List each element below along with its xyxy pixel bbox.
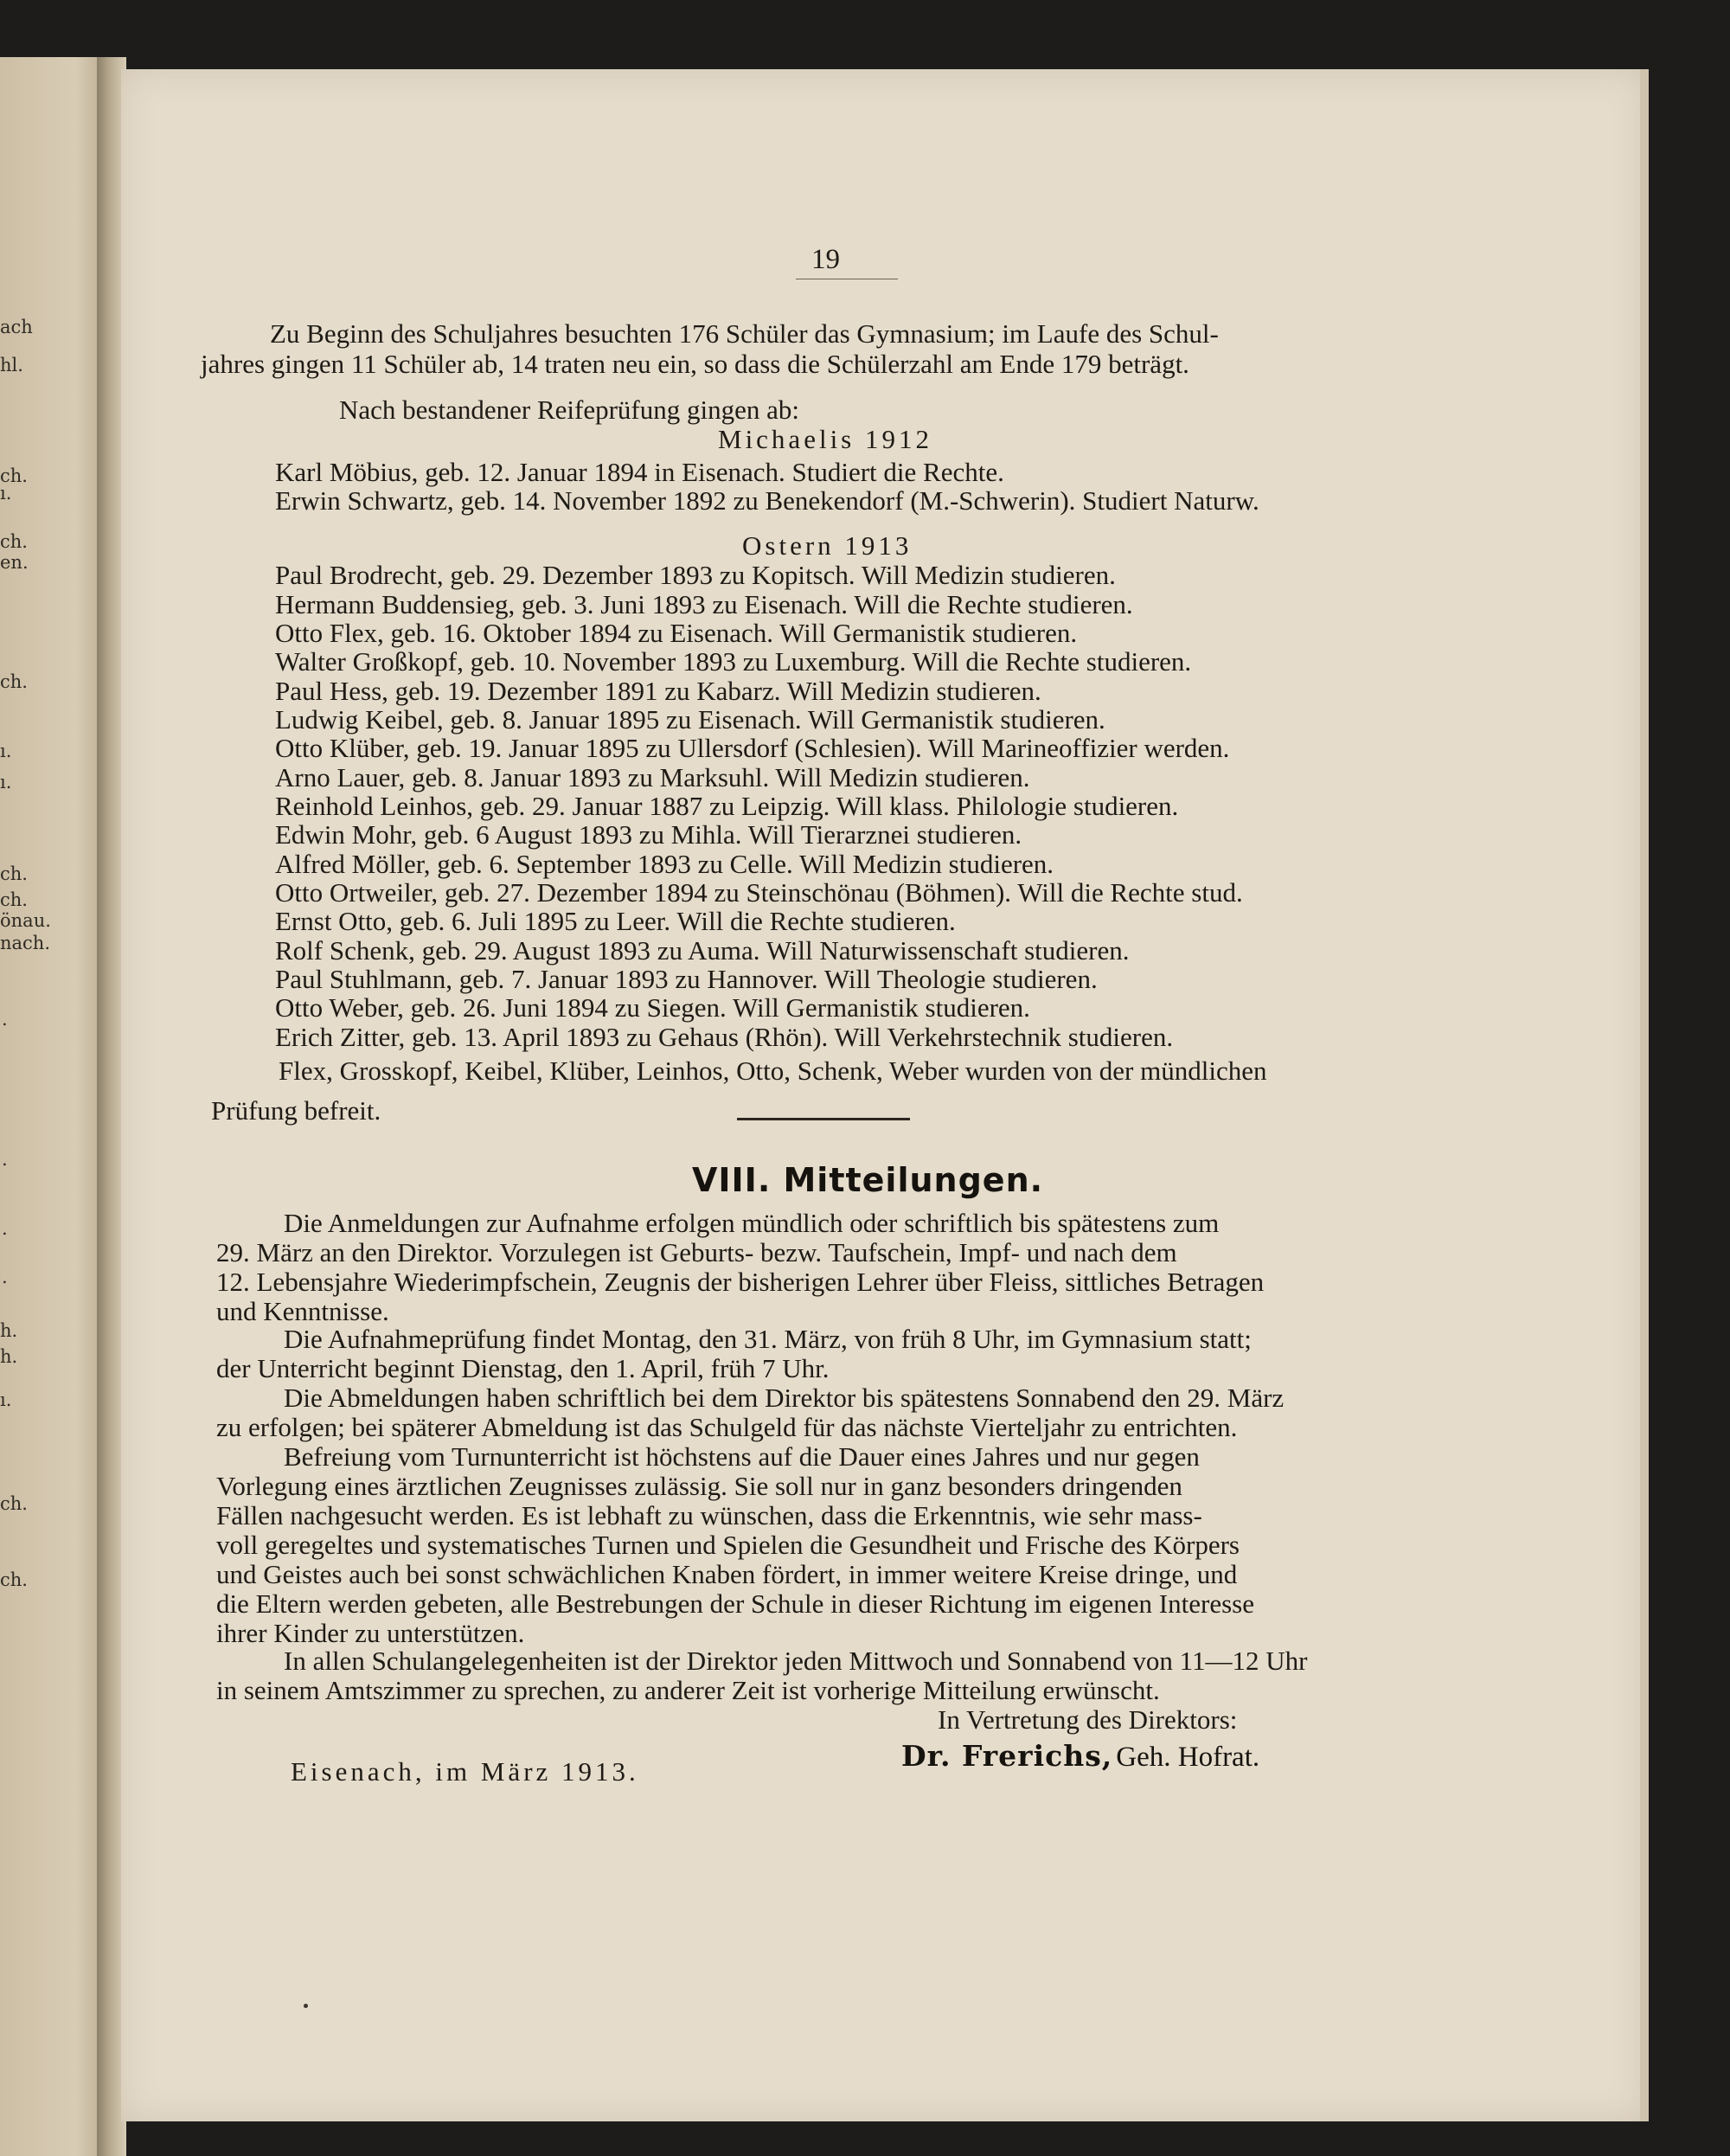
notice-line: Fällen nachgesucht werden. Es ist lebhaft zu wünschen, dass die Erkenntnis, wie sehr mass- xyxy=(216,1500,1202,1530)
margin-fragment: hl. xyxy=(0,355,23,375)
notice-line: In allen Schulangelegenheiten ist der Direktor jeden Mittwoch und Sonnabend von 11—12 Uhr xyxy=(284,1646,1308,1676)
exam-heading: Nach bestandener Reifeprüfung gingen ab: xyxy=(339,395,799,425)
signer-name: Dr. Frerichs, xyxy=(901,1739,1113,1773)
graduate-entry: Ernst Otto, geb. 6. Juli 1895 zu Leer. Will die Rechte studieren. xyxy=(275,906,956,936)
notice-line: voll geregeltes und systematisches Turnen und Spielen die Gesundheit und Frische des Körpers xyxy=(216,1530,1240,1560)
notice-line: in seinem Amtszimmer zu sprechen, zu anderer Zeit ist vorherige Mitteilung erwünscht. xyxy=(216,1675,1160,1705)
notice-line: Die Aufnahmeprüfung findet Montag, den 31. März, von früh 8 Uhr, im Gymnasium statt; xyxy=(284,1324,1252,1354)
graduate-entry: Ludwig Keibel, geb. 8. Januar 1895 zu Eisenach. Will Germanistik studieren. xyxy=(275,704,1105,735)
margin-fragment: ch. xyxy=(0,671,28,692)
page-edge xyxy=(1640,69,1649,2121)
intro-line: jahres gingen 11 Schüler ab, 14 traten neu ein, so dass die Schülerzahl am Ende 179 beträgt. xyxy=(201,349,1189,379)
margin-fragment: nach. xyxy=(0,933,51,953)
facing-page-edge xyxy=(0,57,108,2156)
notice-line: und Kenntnisse. xyxy=(216,1296,389,1326)
notice-line: 12. Lebensjahre Wiederimpfschein, Zeugnis der bisherigen Lehrer über Fleiss, sittliches Betragen xyxy=(216,1267,1265,1297)
graduate-entry: Reinhold Leinhos, geb. 29. Januar 1887 zu Leipzig. Will klass. Philologie studieren. xyxy=(275,791,1179,821)
margin-fragment: h. xyxy=(0,1320,18,1341)
graduate-entry: Walter Großkopf, geb. 10. November 1893 zu Luxemburg. Will die Rechte studieren. xyxy=(275,646,1192,677)
notice-line: Vorlegung eines ärztlichen Zeugnisses zulässig. Sie soll nur in ganz besonders dringenden xyxy=(216,1471,1182,1501)
exemption-line: Flex, Grosskopf, Keibel, Klüber, Leinhos, Otto, Schenk, Weber wurden von der mündlichen xyxy=(279,1056,1267,1086)
paper-speck xyxy=(304,2004,308,2008)
margin-fragment: ch. xyxy=(0,465,28,486)
margin-fragment: ch. xyxy=(0,1569,28,1590)
graduate-entry: Edwin Mohr, geb. 6 August 1893 zu Mihla. Will Tierarznei studieren. xyxy=(275,819,1022,850)
graduate-entry: Otto Klüber, geb. 19. Januar 1895 zu Ullersdorf (Schlesien). Will Marineoffizier werden. xyxy=(275,733,1230,763)
graduate-entry: Rolf Schenk, geb. 29. August 1893 zu Auma. Will Naturwissenschaft studieren. xyxy=(275,935,1130,966)
graduate-entry: Paul Brodrecht, geb. 29. Dezember 1893 zu Kopitsch. Will Medizin studieren. xyxy=(275,560,1116,590)
graduate-entry: Alfred Möller, geb. 6. September 1893 zu Celle. Will Medizin studieren. xyxy=(275,849,1054,879)
margin-fragment: ı. xyxy=(0,483,12,504)
graduate-entry: Otto Ortweiler, geb. 27. Dezember 1894 zu Steinschönau (Böhmen). Will die Rechte stud. xyxy=(275,877,1243,908)
margin-fragment: ch. xyxy=(0,531,28,552)
graduate-entry: Otto Flex, geb. 16. Oktober 1894 zu Eisenach. Will Germanistik studieren. xyxy=(275,618,1078,648)
margin-fragment: ach xyxy=(0,317,33,337)
graduate-entry: Otto Weber, geb. 26. Juni 1894 zu Siegen. Will Germanistik studieren. xyxy=(275,992,1030,1023)
signature-line: In Vertretung des Direktors: xyxy=(938,1704,1238,1735)
margin-fragment: . xyxy=(2,1218,8,1239)
notice-line: Die Anmeldungen zur Aufnahme erfolgen mündlich oder schriftlich bis spätestens zum xyxy=(284,1208,1220,1238)
notice-line: der Unterricht beginnt Dienstag, den 1. April, früh 7 Uhr. xyxy=(216,1353,830,1383)
exemption-line: Prüfung befreit. xyxy=(211,1095,381,1126)
place-date: Eisenach, im März 1913. xyxy=(291,1756,639,1787)
notice-line: 29. März an den Direktor. Vorzulegen ist Geburts- bezw. Taufschein, Impf- und nach dem xyxy=(216,1237,1177,1267)
margin-fragment: ı. xyxy=(0,1389,12,1410)
michaelis-heading: Michaelis 1912 xyxy=(718,424,932,454)
notice-line: die Eltern werden gebeten, alle Bestrebungen der Schule in dieser Richtung im eigenen Interesse xyxy=(216,1588,1254,1619)
signer xyxy=(901,1739,1259,1774)
margin-fragment: ch. xyxy=(0,863,28,884)
notice-line: zu erfolgen; bei späterer Abmeldung ist das Schulgeld für das nächste Vierteljahr zu entrichten. xyxy=(216,1412,1238,1442)
graduate-entry: Hermann Buddensieg, geb. 3. Juni 1893 zu Eisenach. Will die Rechte studieren. xyxy=(275,589,1133,619)
intro-line: Zu Beginn des Schuljahres besuchten 176 Schüler das Gymnasium; im Laufe des Schul- xyxy=(270,318,1219,349)
section-divider xyxy=(737,1118,910,1120)
margin-fragment: ı. xyxy=(0,772,12,792)
margin-fragment: . xyxy=(2,1009,8,1030)
graduate-entry: Paul Stuhlmann, geb. 7. Januar 1893 zu Hannover. Will Theologie studieren. xyxy=(275,964,1098,994)
graduate-entry: Karl Möbius, geb. 12. Januar 1894 in Eisenach. Studiert die Rechte. xyxy=(275,457,1004,487)
graduate-entry: Arno Lauer, geb. 8. Januar 1893 zu Marksuhl. Will Medizin studieren. xyxy=(275,762,1030,792)
section-heading: VIII. Mitteilungen. xyxy=(692,1161,1044,1199)
graduate-entry: Erwin Schwartz, geb. 14. November 1892 zu Benekendorf (M.-Schwerin). Studiert Naturw. xyxy=(275,485,1259,516)
graduate-entry: Paul Hess, geb. 19. Dezember 1891 zu Kabarz. Will Medizin studieren. xyxy=(275,676,1041,706)
margin-fragment: ch. xyxy=(0,889,28,910)
signer-title: Geh. Hofrat. xyxy=(1116,1742,1260,1773)
graduate-entry: Erich Zitter, geb. 13. April 1893 zu Gehaus (Rhön). Will Verkehrstechnik studieren. xyxy=(275,1022,1174,1052)
margin-fragment: h. xyxy=(0,1346,18,1367)
notice-line: und Geistes auch bei sonst schwächlichen Knaben fördert, in immer weitere Kreise dringe, und xyxy=(216,1559,1238,1589)
margin-fragment: en. xyxy=(0,552,29,573)
margin-fragment: ı. xyxy=(0,741,12,761)
page-number: 19 xyxy=(811,244,840,275)
notice-line: Die Abmeldungen haben schriftlich bei dem Direktor bis spätestens Sonnabend den 29. März xyxy=(284,1383,1285,1413)
margin-fragment: . xyxy=(2,1267,8,1287)
margin-fragment: . xyxy=(2,1149,8,1170)
margin-fragment: önau. xyxy=(0,910,51,931)
margin-fragment: ch. xyxy=(0,1493,28,1514)
ostern-heading: Ostern 1913 xyxy=(742,530,913,561)
notice-line: ihrer Kinder zu unterstützen. xyxy=(216,1618,525,1648)
notice-line: Befreiung vom Turnunterricht ist höchstens auf die Dauer eines Jahres und nur gegen xyxy=(284,1441,1200,1472)
